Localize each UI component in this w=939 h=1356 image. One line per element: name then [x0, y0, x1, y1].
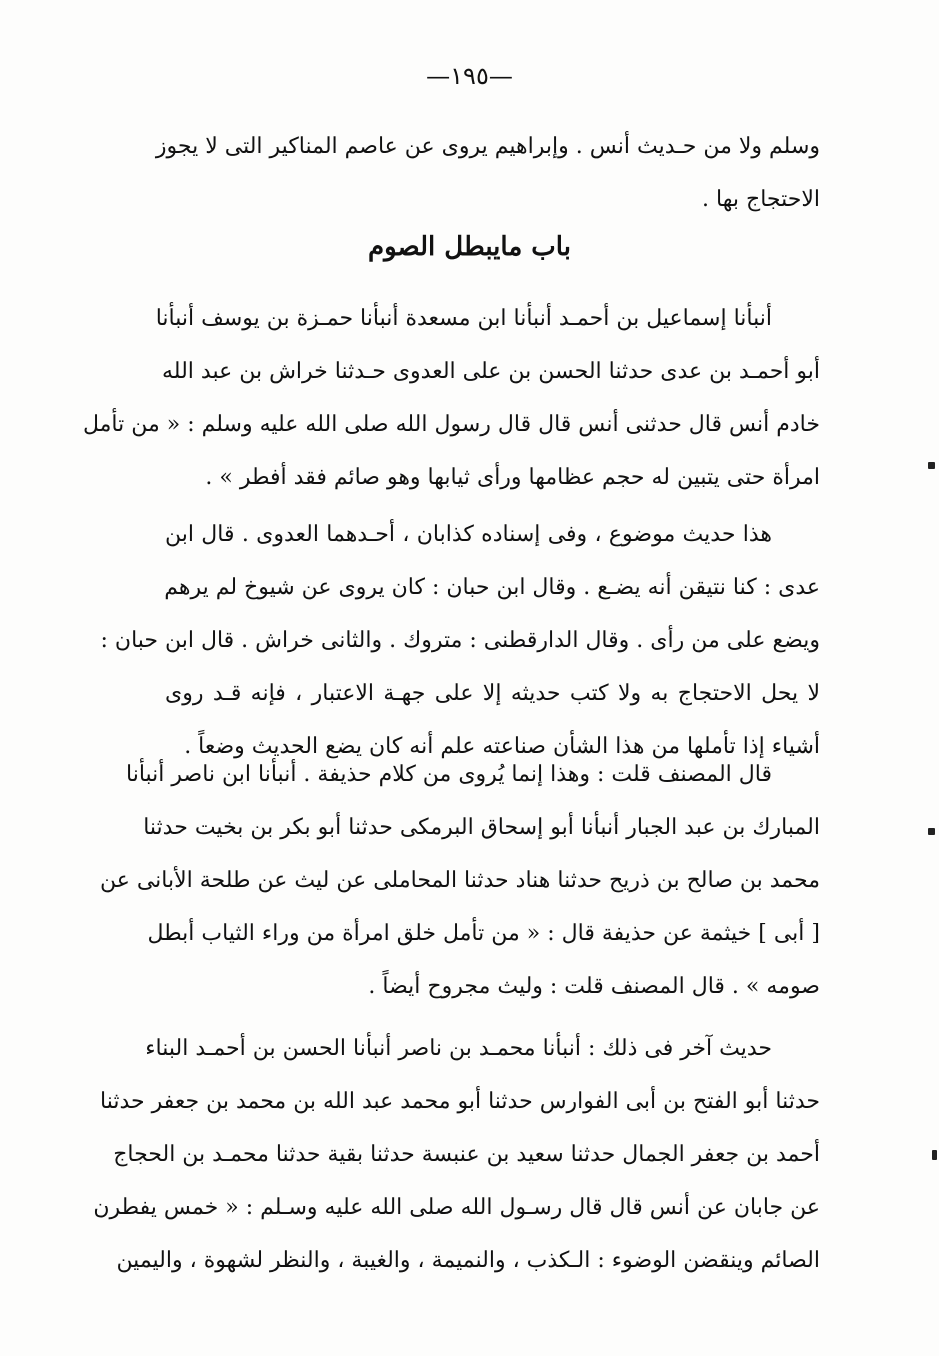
text-line: عدى : كنا نتيقن أنه يضـع . وقال ابن حبان : كان يروى عن شيوخ لم يرهم — [164, 575, 820, 600]
margin-ink-mark — [928, 828, 935, 835]
text-line: أشياء إذا تأملها من هذا الشأن صناعته علم أنه كان يضع الحديث وضعاً . — [184, 734, 820, 759]
margin-ink-mark — [932, 1150, 937, 1160]
text-line: امرأة حتى يتبين له حجم عظامها ورأى ثيابها وهو صائم فقد أفطر » . — [205, 465, 820, 490]
text-line: صومه » . قال المصنف قلت : وليث مجروح أيضاً . — [368, 974, 820, 999]
text-line: وسلم ولا من حـديث أنس . وإبراهيم يروى عن عاصم المناكير التى لا يجوز — [155, 134, 820, 159]
text-line: هذا حديث موضوع ، وفى إسناده كذابان ، أحـدهما العدوى . قال ابن — [165, 522, 772, 547]
section-heading: باب مايبطل الصوم — [368, 232, 571, 262]
text-line: ويضع على من رأى . وقال الدارقطنى : متروك . والثانى خراش . قال ابن حبان : — [100, 628, 820, 653]
text-line: عن جابان عن أنس قال قال رسـول الله صلى الله عليه وسـلم : « خمس يفطرن — [93, 1195, 820, 1220]
text-line: خادم أنس قال حدثنى أنس قال قال رسول الله صلى الله عليه وسلم : « من تأمل — [82, 412, 820, 437]
text-line: أحمد بن جعفر الجمال حدثنا سعيد بن عنبسة حدثنا بقية حدثنا محمـد بن الحجاج — [113, 1142, 820, 1167]
text-line: أنبأنا إسماعيل بن أحمـد أنبأنا ابن مسعدة أنبأنا حمـزة بن يوسف أنبأنا — [155, 306, 772, 331]
text-line: قال المصنف قلت : وهذا إنما يُروى من كلام حذيفة . أنبأنا ابن ناصر أنبأنا — [126, 762, 772, 787]
text-line: محمد بن صالح بن ذريح حدثنا هناد حدثنا المحاملى عن ليث عن طلحة الأبانى عن — [99, 868, 820, 893]
text-line: [ أبى ] خيثمة عن حذيفة قال : « من تأمل خلق امرأة من وراء الثياب أبطل — [147, 921, 820, 946]
paragraph-1 — [82, 292, 820, 504]
text-line: الاحتجاج بها . — [702, 187, 820, 212]
paragraph-4 — [93, 1022, 820, 1287]
margin-ink-mark — [928, 462, 935, 469]
page-number: —١٩٥— — [426, 62, 513, 90]
text-line: الصائم وينقضن الوضوء : الـكذب ، والنميمة ، والغيبة ، والنظر لشهوة ، واليمين — [116, 1248, 820, 1273]
paragraph-2 — [100, 508, 820, 773]
text-line: حديث آخر فى ذلك : أنبأنا محمـد بن ناصر أنبأنا الحسن بن أحمـد البناء — [145, 1036, 772, 1061]
paragraph-3 — [99, 748, 820, 1013]
text-line: حدثنا أبو الفتح بن أبى الفوارس حدثنا أبو محمد عبد الله بن محمد بن جعفر حدثنا — [100, 1089, 820, 1114]
text-line: لا يحل الاحتجاج به ولا كتب حديثه إلا على جهـة الاعتبار ، فإنه قـد روى — [165, 681, 820, 706]
text-line: المبارك بن عبد الجبار أنبأنا أبو إسحاق البرمكى حدثنا أبو بكر بن بخيت حدثنا — [143, 815, 820, 840]
text-line: أبو أحمـد بن عدى حدثنا الحسن بن على العدوى حـدثنا خراش بن عبد الله — [162, 359, 820, 384]
intro-paragraph — [155, 120, 820, 226]
